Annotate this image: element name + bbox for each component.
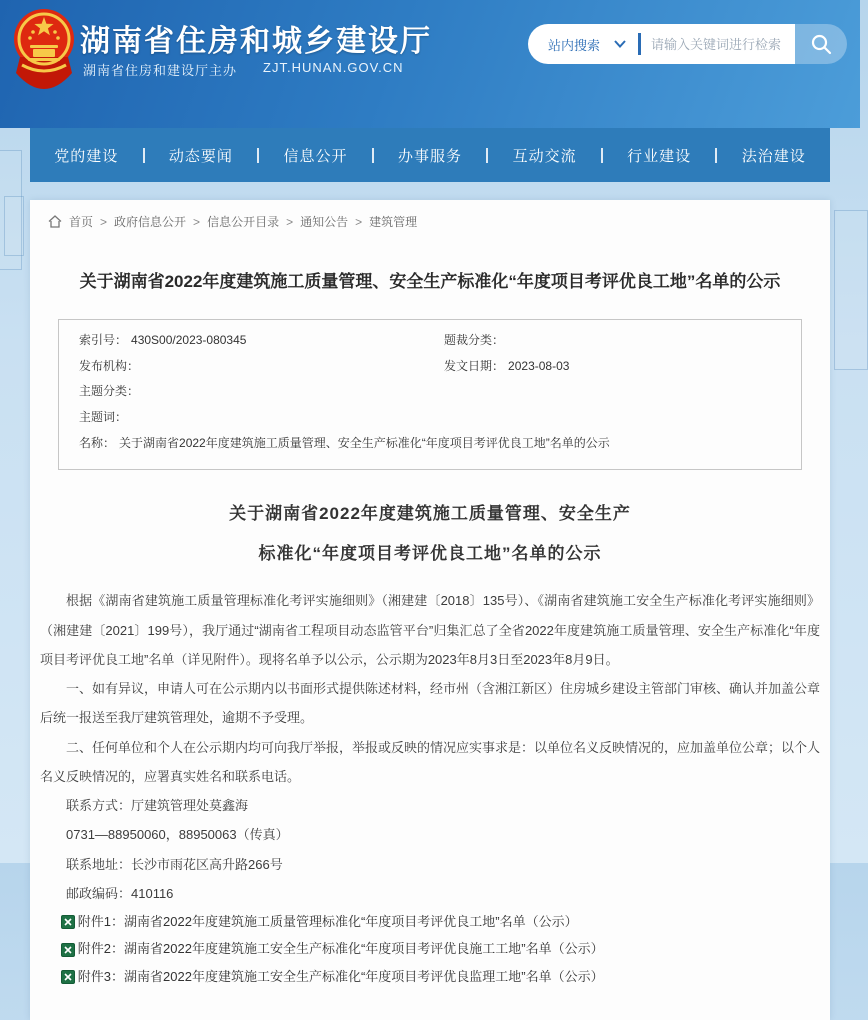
background-art bbox=[834, 210, 868, 370]
breadcrumb-separator: > bbox=[355, 214, 363, 229]
content-card bbox=[30, 200, 830, 1020]
search-icon bbox=[810, 33, 832, 55]
search-button[interactable] bbox=[795, 24, 847, 64]
breadcrumb-home[interactable]: 首页 bbox=[69, 215, 94, 229]
breadcrumb-separator: > bbox=[286, 214, 294, 229]
site-header bbox=[0, 0, 860, 128]
excel-file-icon bbox=[61, 970, 75, 984]
meta-value-issue-date: 2023-08-03 bbox=[508, 358, 570, 373]
contact-address: 联系地址：长沙市雨花区高升路266号 bbox=[66, 856, 283, 872]
site-url-text: ZJT.HUNAN.GOV.CN bbox=[263, 60, 404, 75]
chevron-down-icon bbox=[614, 40, 626, 48]
meta-label-issue-date: 发文日期： bbox=[444, 358, 505, 373]
meta-label-name: 名称： bbox=[79, 435, 116, 450]
article-heading-line1: 关于湖南省2022年度建筑施工质量管理、安全生产 bbox=[229, 503, 631, 523]
breadcrumb-separator: > bbox=[100, 214, 108, 229]
meta-label-index: 索引号： bbox=[79, 332, 128, 347]
nav-item-interaction[interactable]: 互动交流 bbox=[512, 147, 577, 165]
search-input[interactable] bbox=[641, 24, 795, 64]
contact-postcode: 邮政编码：410116 bbox=[66, 885, 174, 901]
national-emblem-icon bbox=[12, 7, 76, 91]
breadcrumb-construction-mgmt[interactable]: 建筑管理 bbox=[369, 215, 418, 229]
breadcrumb-separator: > bbox=[193, 214, 201, 229]
search-bar bbox=[528, 24, 850, 64]
nav-item-party-building[interactable]: 党的建设 bbox=[54, 147, 119, 165]
breadcrumb-info-catalog[interactable]: 信息公开目录 bbox=[207, 215, 280, 229]
meta-label-keywords: 主题词： bbox=[79, 410, 128, 425]
page-title: 关于湖南省2022年度建筑施工质量管理、安全生产标准化“年度项目考评优良工地”名单的公示 bbox=[79, 272, 781, 291]
attachment-label: 附件3：湖南省2022年度建筑施工安全生产标准化“年度项目考评优良监理工地”名单（公示） bbox=[77, 968, 604, 984]
breadcrumb-gov-info[interactable]: 政府信息公开 bbox=[114, 215, 187, 229]
article-body bbox=[30, 470, 830, 990]
contact-phone: 0731—88950060，88950063（传真） bbox=[66, 827, 289, 843]
meta-value-index: 430S00/2023-080345 bbox=[131, 332, 247, 347]
attachment-label: 附件2：湖南省2022年度建筑施工安全生产标准化“年度项目考评优良施工工地”名单（公示） bbox=[77, 941, 604, 957]
site-sponsor-text: 湖南省住房和建设厅主办 bbox=[83, 63, 238, 78]
nav-item-news[interactable]: 动态要闻 bbox=[168, 147, 233, 165]
excel-file-icon bbox=[61, 943, 75, 957]
paragraph: 一、如有异议，申请人可在公示期内以书面形式提供陈述材料，经市州（含湘江新区）住房城乡建设主管部门审核、确认并加盖公章后统一报送至我厅建筑管理处，逾期不予受理。 bbox=[40, 681, 821, 726]
breadcrumb bbox=[30, 200, 830, 239]
contact-method: 联系方式：厅建筑管理处莫鑫海 bbox=[66, 798, 249, 814]
meta-label-topic-class: 主题分类： bbox=[79, 384, 140, 399]
search-scope-dropdown[interactable] bbox=[528, 24, 638, 64]
document-meta-box bbox=[58, 319, 802, 470]
attachment-link-3[interactable] bbox=[40, 963, 820, 990]
meta-value-name: 关于湖南省2022年度建筑施工质量管理、安全生产标准化“年度项目考评优良工地”名单的公示 bbox=[119, 435, 610, 450]
site-subtitle bbox=[83, 60, 404, 79]
attachment-label: 附件1：湖南省2022年度建筑施工质量管理标准化“年度项目考评优良工地”名单（公示） bbox=[77, 914, 578, 930]
main-nav bbox=[30, 128, 830, 182]
site-title[interactable]: 湖南省住房和城乡建设厅 bbox=[80, 25, 432, 58]
background-art bbox=[4, 196, 24, 256]
excel-file-icon bbox=[61, 915, 75, 929]
breadcrumb-notices[interactable]: 通知公告 bbox=[300, 215, 349, 229]
paragraph: 二、任何单位和个人在公示期内均可向我厅举报，举报或反映的情况应实事求是：以单位名义反映情况的，应加盖单位公章；以个人名义反映情况的，应署真实姓名和联系电话。 bbox=[40, 739, 821, 784]
nav-item-rule-of-law[interactable]: 法治建设 bbox=[741, 147, 806, 165]
meta-label-genre: 题裁分类： bbox=[444, 332, 505, 347]
article-heading-line2: 标准化“年度项目考评优良工地”名单的公示 bbox=[258, 544, 602, 564]
home-icon[interactable] bbox=[48, 215, 62, 228]
attachment-link-1[interactable] bbox=[40, 908, 820, 935]
nav-item-info-disclosure[interactable]: 信息公开 bbox=[283, 147, 348, 165]
paragraph: 根据《湖南省建筑施工质量管理标准化考评实施细则》（湘建建〔2018〕135号）、《湖南省建筑施工安全生产标准化考评实施细则》（湘建建〔2021〕199号），我厅通过“湖南省工程项目动态监管平台”归集汇总了全省2022年度建筑施工质量管理、安全生产标准化“年度项目考评优良工地”名单（详见附件）。现将名单予以公示，公示期为2023年8月3日至2023年8月9日。 bbox=[40, 593, 820, 667]
nav-item-industry[interactable]: 行业建设 bbox=[627, 147, 692, 165]
attachment-link-2[interactable] bbox=[40, 935, 820, 962]
meta-label-issuer: 发布机构： bbox=[79, 358, 140, 373]
search-scope-label: 站内搜索 bbox=[548, 37, 601, 53]
nav-item-services[interactable]: 办事服务 bbox=[398, 147, 463, 165]
